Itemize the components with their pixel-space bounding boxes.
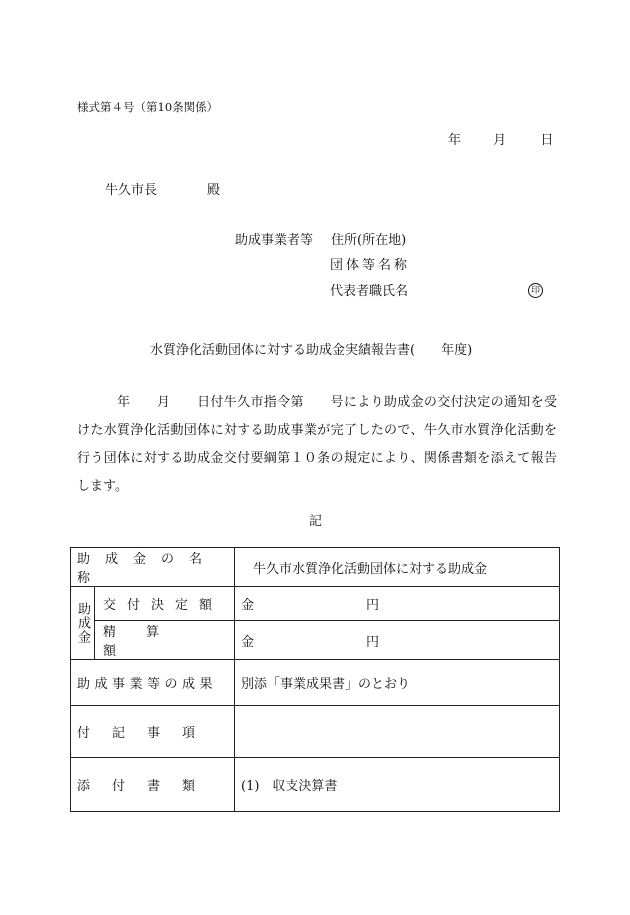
grant-name-value: 牛久市水質浄化活動団体に対する助成金 (235, 548, 560, 587)
seal-mark: 印 (528, 283, 543, 298)
form-number: 様式第４号（第10条関係） (77, 100, 219, 114)
body-text: 年 月 日付牛久市指令第 号により助成金の交付決定の通知を受けた水質浄化活動団体に対する助成事業が完了したので、牛久市水質浄化活動を行う団体に対する助成金交付要綱第１０条の規定により、関係書類を添えて報告します。 (77, 395, 557, 494)
report-table (70, 547, 560, 812)
table-row (71, 548, 560, 587)
applicant-group-name-label: 団体等名称 (330, 258, 411, 273)
decision-amount-value (235, 587, 560, 621)
notes-label: 付記事項 (71, 706, 235, 758)
grant-group-label: 助成金 (71, 587, 95, 660)
notes-value (235, 706, 560, 758)
addressee (105, 183, 220, 199)
table-row (71, 706, 560, 758)
applicant-representative-label: 代表者職氏名 (330, 284, 409, 299)
date-line (448, 133, 553, 149)
table-row (71, 587, 560, 621)
settled-amount-prefix: 金 (241, 634, 255, 650)
decision-amount-prefix: 金 (241, 598, 255, 613)
table-row (71, 621, 560, 660)
date-month: 月 (493, 133, 507, 148)
settled-amount-value (235, 621, 560, 660)
document-title: 水質浄化活動団体に対する助成金実績報告書( 年度) (150, 343, 473, 358)
settled-amount-unit: 円 (366, 634, 380, 650)
date-year: 年 (448, 133, 462, 148)
attachments-label: 添付書類 (71, 758, 235, 812)
settled-amount-label: 精算額 (95, 621, 235, 660)
decision-amount-label: 交付決定額 (95, 587, 235, 621)
grant-name-label-text: 助成金の名称 (77, 552, 218, 586)
table-row (71, 660, 560, 706)
attachments-value: (1) 収支決算書 (235, 758, 560, 812)
applicant-address-label: 住所(所在地) (331, 233, 407, 248)
addressee-name: 牛久市長 (105, 183, 158, 198)
applicant-label: 助成事業者等 (235, 233, 314, 248)
decision-amount-unit: 円 (366, 598, 380, 613)
date-day: 日 (540, 133, 554, 148)
results-value: 別添「事業成果書」のとおり (235, 660, 560, 706)
grant-name-label (77, 548, 228, 586)
addressee-honorific: 殿 (207, 183, 221, 198)
ki-heading: 記 (309, 514, 323, 529)
results-label: 助成事業等の成果 (71, 660, 235, 706)
grant-name-label-cell (71, 548, 235, 587)
table-row (71, 758, 560, 812)
